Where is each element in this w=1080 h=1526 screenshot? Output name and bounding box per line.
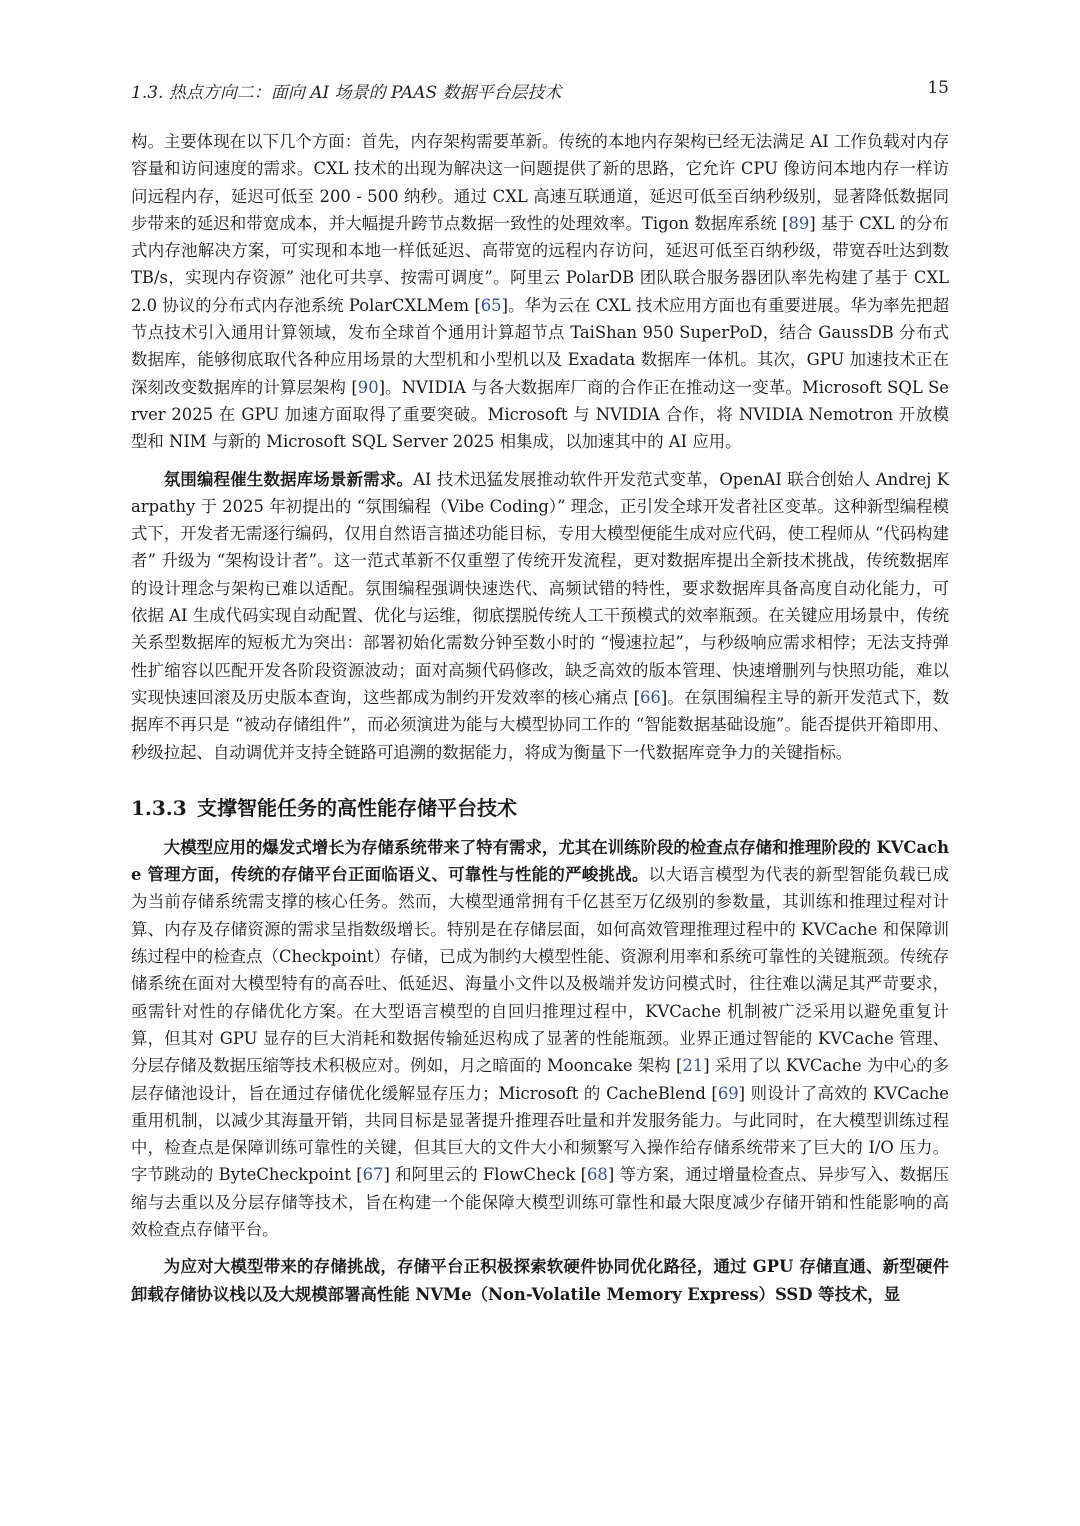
citation-link[interactable]: 90: [357, 377, 379, 397]
section-heading: [131, 792, 949, 820]
text-run: ] 等方案，通过增量检查点、异步写入、数据压缩与去重以及分层存储等技术，旨在构建一个能保障大模型训练可靠性和最大限度减少存储开销和性能影响的高效检查点存储平台。: [131, 1165, 950, 1239]
page-body: [131, 128, 949, 1318]
text-run: ]。华为云在 CXL 技术应用方面也有重要进展。华为率先把超节点技术引入通用计算领域，发布全球首个通用计算超节点 TaiShan 950 SuperPoD，结合 GaussDB 分布式数据库，能够彻底取代各种应用场景的大型机和小型机以及 Exadata 数据库一体机。其次，GPU 加速技术正在深刻改变数据库的计算层架构 [: [131, 295, 949, 397]
paragraph-lead-bold: 氛围编程催生数据库场景新需求。: [163, 469, 414, 489]
citation-link[interactable]: 66: [639, 687, 661, 707]
text-run: ]。在氛围编程主导的新开发范式下，数据库不再只是 “被动存储组件”，而必须演进为能与大模型协同工作的 “智能数据基础设施”。能否提供开箱即用、秒级拉起、自动调优并支持全链路可追溯的数据能力，将成为衡量下一代数据库竞争力的关键指标。: [131, 687, 949, 762]
paragraph-lead-bold: 为应对大模型带来的存储挑战，存储平台正积极探索软硬件协同优化路径，通过 GPU 存储直通、新型硬件卸载存储协议栈以及大规模部署高性能 NVMe（Non-Volatile Memory Express）SSD 等技术，显: [131, 1257, 949, 1304]
text-run: 构。主要体现在以下几个方面：首先，内存架构需要革新。传统的本地内存架构已经无法满足 AI 工作负载对内存容量和访问速度的需求。CXL 技术的出现为解决这一问题提供了新的思路，它允许 CPU 像访问本地内存一样访问远程内存，延迟可低至 200 - 500 纳秒。通过 CXL 高速互联通道，延迟可低至百纳秒级别，显著降低数据同步带来的延迟和带宽成本，并大幅提升跨节点数据一致性的处理效率。Tigon 数据库系统 [: [131, 132, 949, 233]
text-run: AI 技术迅猛发展推动软件开发范式变革，OpenAI 联合创始人 Andrej Karpathy 于 2025 年初提出的 “氛围编程（Vibe Coding）” 理念，正引发全球开发者社区变革。这种新型编程模式下，开发者无需逐行编码，仅用自然语言描述功能目标，专用大模型便能生成对应代码，使工程师从 “代码构建者” 升级为 “架构设计者”。这一范式革新不仅重塑了传统开发流程，更对数据库提出全新技术挑战，传统数据库的设计理念与架构已难以适配。氛围编程强调快速迭代、高频试错的特性，要求数据库具备高度自动化能力，可依据 AI 生成代码实现自动配置、优化与运维，彻底摆脱传统人工干预模式的效率瓶颈。在关键应用场景中，传统关系型数据库的短板尤为突出：部署初始化需数分钟至数小时的 “慢速拉起”，与秒级响应需求相悖；无法支持弹性扩缩容以匹配开发各阶段资源波动；面对高频代码修改，缺乏高效的版本管理、快速增删列与快照功能，难以实现快速回滚及历史版本查询，这些都成为制约开发效率的核心痛点 [: [131, 469, 949, 707]
paragraph-memory-architecture: [131, 128, 949, 456]
text-run: ] 则设计了高效的 KVCache 重用机制，以减少其海量开销，共同目标是显著提升推理吞吐量和并发服务能力。与此同时，在大模型训练过程中，检查点是保障训练可靠性的关键，但其巨大的文件大小和频繁写入操作给存储系统带来了巨大的 I/O 压力。字节跳动的 ByteCheckpoint [: [131, 1083, 949, 1185]
text-run: ] 采用了以 KVCache 为中心的多层存储池设计，旨在通过存储优化缓解显存压力；Microsoft 的 CacheBlend [: [131, 1056, 950, 1103]
running-header-title: 1.3. 热点方向二：面向 AI 场景的 PAAS 数据平台层技术: [131, 83, 562, 103]
citation-link[interactable]: 89: [788, 213, 810, 233]
paragraph-hw-sw-codesign: [131, 1253, 949, 1308]
text-run: ]。NVIDIA 与各大数据库厂商的合作正在推动这一变革。Microsoft SQL Server 2025 在 GPU 加速方面取得了重要突破。Microsoft 与 NVIDIA 合作，将 NVIDIA Nemotron 开放模型和 NIM 与新的 Microsoft SQL Server 2025 相集成，以加速其中的 AI 应用。: [131, 377, 949, 452]
text-run: ] 和阿里云的 FlowCheck [: [383, 1165, 587, 1185]
section-number: 1.3.3: [131, 795, 187, 820]
text-run: 以大语言模型为代表的新型智能负载已成为当前存储系统需支撑的核心任务。然而，大模型通常拥有千亿甚至万亿级别的参数量，其训练和推理过程对计算、内存及存储资源的需求呈指数级增长。特别是在存储层面，如何高效管理推理过程中的 KVCache 和保障训练过程中的检查点（Checkpoint）存储，已成为制约大模型性能、资源利用率和系统可靠性的关键瓶颈。传统存储系统在面对大模型特有的高吞吐、低延迟、海量小文件以及极端并发访问模式时，往往难以满足其严苛要求，亟需针对性的存储优化方案。在大型语言模型的自回归推理过程中，KVCache 机制被广泛采用以避免重复计算，但其对 GPU 显存的巨大消耗和数据传输延迟构成了显著的性能瓶颈。业界正通过智能的 KVCache 管理、分层存储及数据压缩等技术积极应对。例如，月之暗面的 Mooncake 架构 [: [131, 865, 950, 1076]
text-run: ] 基于 CXL 的分布式内存池解决方案，可实现和本地一样低延迟、高带宽的远程内存访问，延迟可低至百纳秒级，带宽吞吐达到数 TB/s，实现内存资源” 池化可共享、按需可调度”。阿里云 PolarDB 团队联合服务器团队率先构建了基于 CXL 2.0 协议的分布式内存池系统 PolarCXLMem [: [131, 213, 950, 315]
citation-link[interactable]: 67: [362, 1165, 384, 1185]
page-number: 15: [927, 78, 949, 98]
citation-link[interactable]: 69: [717, 1083, 739, 1103]
citation-link[interactable]: 65: [480, 295, 502, 315]
paragraph-vibe-coding: [131, 466, 949, 766]
citation-link[interactable]: 68: [586, 1165, 608, 1185]
paragraph-storage-needs: [131, 834, 949, 1243]
section-title: 支撑智能任务的高性能存储平台技术: [197, 795, 517, 820]
citation-link[interactable]: 21: [682, 1056, 704, 1076]
paragraph-lead-bold: 大模型应用的爆发式增长为存储系统带来了特有需求，尤其在训练阶段的检查点存储和推理阶段的 KVCache 管理方面，传统的存储平台正面临语义、可靠性与性能的严峻挑战。: [131, 837, 949, 885]
running-header: [131, 78, 949, 108]
